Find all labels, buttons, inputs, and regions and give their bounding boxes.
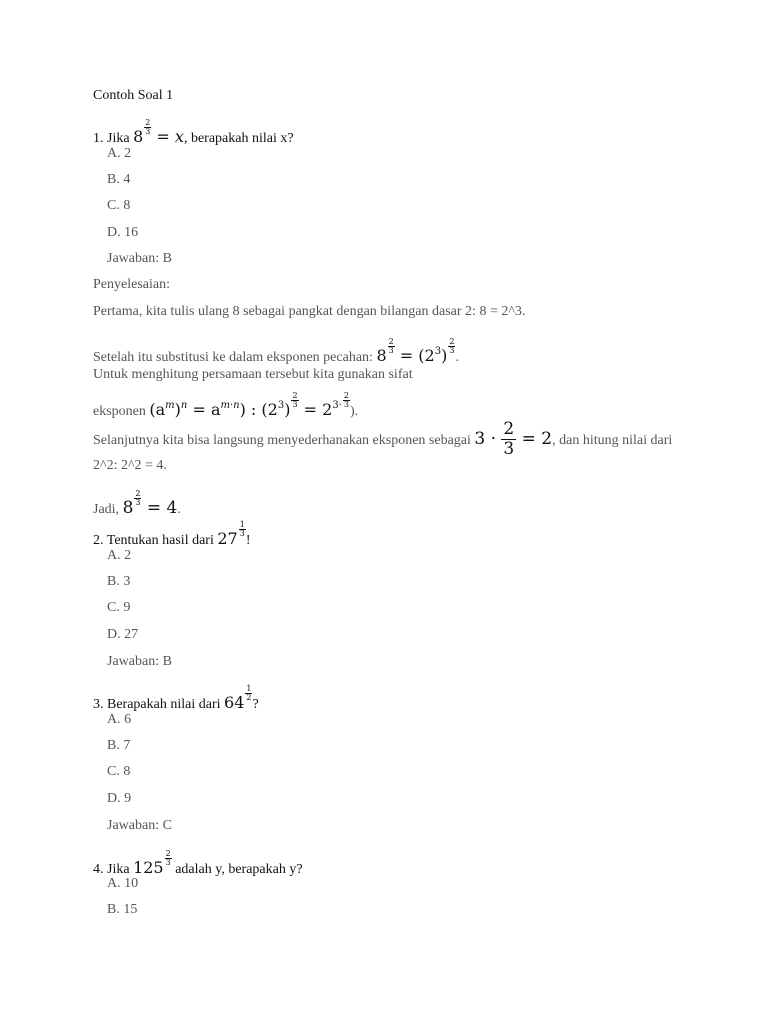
- rule-exp-den: 3: [292, 400, 298, 409]
- question-3-option-a: A. 6: [107, 712, 132, 727]
- question-1-option-c: C. 8: [107, 198, 131, 213]
- question-4-expression: [133, 849, 172, 877]
- question-1-exp-num: 2: [145, 118, 151, 127]
- exponent-rule: [149, 391, 350, 419]
- solution-step-2-math: [376, 337, 455, 365]
- step-2-base: 8: [376, 346, 387, 365]
- rule-d: ) : (2: [239, 400, 278, 419]
- question-3: [93, 685, 259, 713]
- question-2: [93, 521, 250, 549]
- conclusion-eq: = 4: [141, 498, 178, 518]
- rule-3: 3: [277, 400, 285, 411]
- conclusion-base: 8: [122, 498, 134, 518]
- question-1-expression: [133, 118, 184, 146]
- solution-step-2-end: .: [455, 350, 459, 365]
- conclusion-exp-den: 3: [135, 498, 141, 507]
- question-2-base: 27: [217, 529, 238, 548]
- question-3-answer: Jawaban: C: [107, 818, 172, 833]
- question-1-exp-den: 3: [145, 127, 151, 136]
- solution-step-3-end: ).: [349, 404, 359, 419]
- rule-c: = a: [187, 400, 221, 419]
- question-1-prefix: 1. Jika: [93, 131, 134, 146]
- rule-n: n: [180, 400, 188, 411]
- question-4: [93, 850, 303, 878]
- question-1-base: 8: [133, 127, 144, 146]
- question-4-option-b: B. 15: [107, 902, 138, 917]
- question-1-suffix: , berapakah nilai x?: [183, 131, 294, 146]
- step-4-b: = 2: [516, 429, 553, 449]
- conclusion-math: [122, 489, 178, 518]
- rule-final-num: 2: [343, 391, 349, 400]
- conclusion-text: Jadi,: [93, 502, 123, 517]
- conclusion: [93, 490, 181, 518]
- question-2-option-d: D. 27: [107, 627, 139, 642]
- question-2-answer: Jawaban: B: [107, 654, 172, 669]
- solution-step-4-text: Selanjutnya kita bisa langsung menyederhanakan eksponen sebagai: [93, 433, 475, 448]
- section-title: Contoh Soal 1: [93, 88, 174, 103]
- step-2-open: = (2: [394, 346, 435, 365]
- step-4-a: 3 ·: [474, 429, 502, 449]
- question-3-expression: [224, 684, 252, 712]
- question-2-option-a: A. 2: [107, 548, 132, 563]
- question-1: [93, 119, 294, 147]
- question-1-option-d: D. 16: [107, 225, 139, 240]
- solution-step-3-line-2: [93, 392, 358, 420]
- question-4-suffix: adalah y, berapakah y?: [171, 862, 303, 877]
- question-3-base: 64: [224, 693, 245, 712]
- step-4-frac-den: 3: [503, 439, 515, 459]
- question-1-option-a: A. 2: [107, 146, 132, 161]
- rule-b: ): [174, 400, 181, 419]
- step-2-exponent: [388, 338, 395, 355]
- step-4-frac-num: 2: [503, 419, 515, 439]
- question-2-suffix: !: [245, 533, 251, 548]
- step-2-exp-num: 2: [388, 337, 394, 346]
- question-3-suffix: ?: [252, 697, 259, 712]
- rule-g: 3·: [332, 400, 342, 411]
- rule-final-den: 3: [343, 400, 349, 409]
- step-2-close: ): [441, 346, 448, 365]
- question-1-variable: x: [174, 127, 184, 146]
- conclusion-end: .: [177, 502, 181, 517]
- question-2-option-b: B. 3: [107, 574, 131, 589]
- question-4-prefix: 4. Jika: [93, 862, 134, 877]
- solution-step-4: [93, 420, 672, 459]
- rule-exponent: [291, 392, 298, 409]
- question-4-exp-num: 2: [165, 849, 171, 858]
- step-2-outer-num: 2: [449, 337, 455, 346]
- rule-f: = 2: [298, 400, 333, 419]
- conclusion-exp-num: 2: [135, 489, 141, 498]
- question-2-prefix: 2. Tentukan hasil dari: [93, 533, 218, 548]
- question-1-equals: =: [151, 127, 175, 146]
- step-4-fraction: [501, 420, 516, 459]
- question-4-exponent: [165, 850, 172, 867]
- question-1-answer: Jawaban: B: [107, 251, 172, 266]
- question-4-base: 125: [133, 858, 164, 877]
- solution-step-2: [93, 338, 459, 366]
- rule-mn: m·n: [220, 400, 240, 411]
- question-3-option-b: B. 7: [107, 738, 131, 753]
- question-2-option-c: C. 9: [107, 600, 131, 615]
- solution-step-4-suffix: , dan hitung nilai dari: [552, 433, 673, 448]
- solution-step-2-text: Setelah itu substitusi ke dalam eksponen pecahan:: [93, 350, 377, 365]
- question-1-option-b: B. 4: [107, 172, 131, 187]
- solution-step-4-math: [474, 419, 553, 459]
- question-2-exp-den: 3: [239, 529, 245, 538]
- question-3-option-c: C. 8: [107, 764, 131, 779]
- step-2-outer-den: 3: [449, 346, 455, 355]
- rule-e: ): [284, 400, 291, 419]
- question-3-option-d: D. 9: [107, 791, 132, 806]
- question-3-exp-den: 2: [246, 693, 252, 702]
- rule-a: (a: [149, 400, 166, 419]
- question-2-exponent: [239, 521, 246, 538]
- solution-step-3-line-1: Untuk menghitung persamaan tersebut kita gunakan sifat: [93, 367, 413, 382]
- step-2-exp-den: 3: [388, 346, 394, 355]
- question-2-exp-num: 1: [239, 520, 245, 529]
- solution-step-3-text: eksponen: [93, 404, 150, 419]
- question-4-exp-den: 3: [165, 858, 171, 867]
- question-3-exp-num: 1: [246, 684, 252, 693]
- rule-m: m: [165, 400, 175, 411]
- question-4-option-a: A. 10: [107, 876, 139, 891]
- question-3-prefix: 3. Berapakah nilai dari: [93, 697, 225, 712]
- solution-step-1: Pertama, kita tulis ulang 8 sebagai pangkat dengan bilangan dasar 2: 8 = 2^3.: [93, 304, 526, 319]
- rule-exp-num: 2: [292, 391, 298, 400]
- question-2-expression: [217, 520, 245, 548]
- step-2-inner-exp: 3: [434, 346, 442, 357]
- solution-heading: Penyelesaian:: [93, 277, 170, 292]
- solution-step-4-line-2: 2^2: 2^2 = 4.: [93, 458, 167, 473]
- rule-final-exponent: [343, 392, 350, 409]
